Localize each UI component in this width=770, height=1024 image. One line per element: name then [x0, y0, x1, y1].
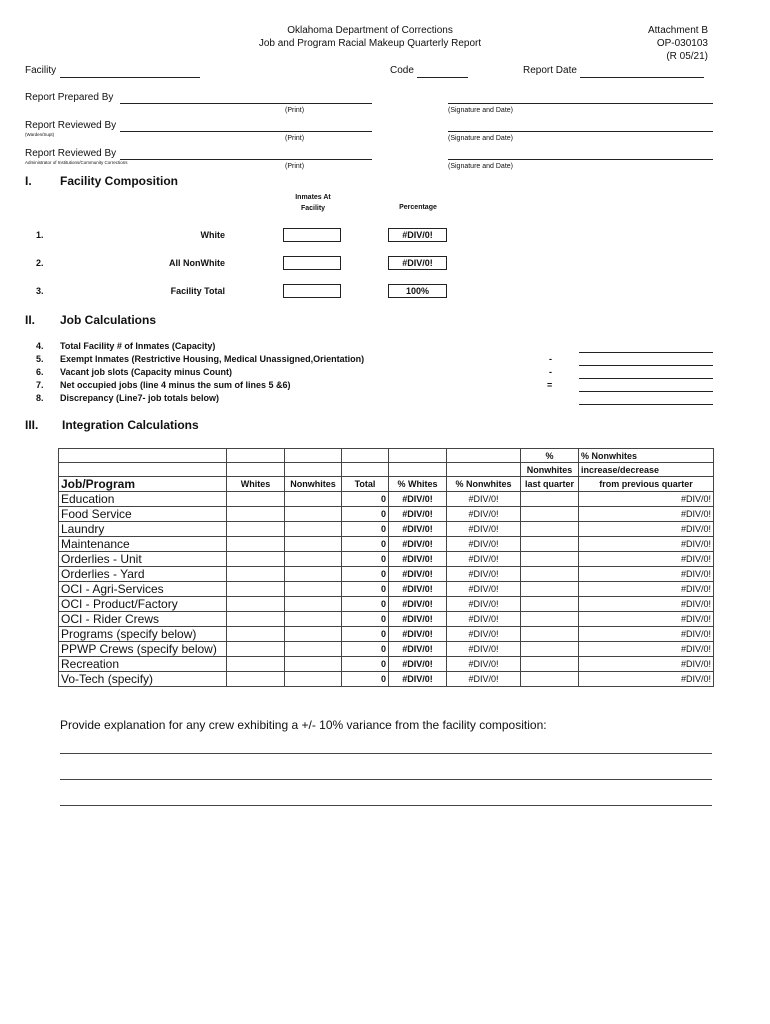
header-total: Total — [342, 477, 389, 492]
cell-empty — [227, 449, 285, 463]
explanation-prompt: Provide explanation for any crew exhibiting a +/- 10% variance from the facility composition: — [60, 718, 547, 732]
total-cell: 0 — [342, 582, 389, 597]
integration-table — [58, 448, 714, 687]
percentage-white: #DIV/0! — [388, 228, 447, 242]
change-cell: #DIV/0! — [579, 642, 714, 657]
whites-count-cell[interactable] — [227, 567, 285, 582]
whites-count-cell[interactable] — [227, 627, 285, 642]
header-last-quarter: last quarter — [521, 477, 579, 492]
nonwhites-count-cell[interactable] — [285, 672, 342, 687]
job-name-cell: Recreation — [59, 657, 227, 672]
col-inmates-header: Inmates At Facility — [295, 194, 331, 212]
job-name-cell: Orderlies - Yard — [59, 567, 227, 582]
whites-count-cell[interactable] — [227, 612, 285, 627]
reviewed-by-label-2: Report Reviewed By — [25, 148, 117, 159]
signature-hint: (Signature and Date) — [448, 135, 513, 142]
table-row — [59, 522, 714, 537]
pct-whites-cell: #DIV/0! — [389, 522, 447, 537]
header-pct-nonwhites-col: % Nonwhites — [447, 477, 521, 492]
inmates-total-field[interactable] — [283, 284, 341, 298]
pct-whites-cell: #DIV/0! — [389, 492, 447, 507]
report-title: Job and Program Racial Makeup Quarterly Report — [258, 38, 482, 49]
print-hint: (Print) — [285, 135, 305, 142]
pct-whites-cell: #DIV/0! — [389, 597, 447, 612]
nonwhites-count-cell[interactable] — [285, 597, 342, 612]
revision-date: (R 05/21) — [666, 51, 708, 62]
change-cell: #DIV/0! — [579, 492, 714, 507]
calc-line-field-5[interactable] — [579, 365, 713, 366]
pct-whites-cell: #DIV/0! — [389, 582, 447, 597]
job-name-cell: Laundry — [59, 522, 227, 537]
code-field[interactable] — [417, 77, 468, 78]
pct-whites-cell: #DIV/0! — [389, 612, 447, 627]
calc-line-operator: - — [549, 354, 552, 364]
percentage-nonwhite: #DIV/0! — [388, 256, 447, 270]
cell-empty — [389, 449, 447, 463]
table-row — [59, 642, 714, 657]
print-hint: (Print) — [285, 163, 305, 170]
pct-whites-cell: #DIV/0! — [389, 627, 447, 642]
comp-row-label: White — [200, 230, 225, 240]
pct-nonwhites-cell: #DIV/0! — [447, 657, 521, 672]
pct-nonwhites-cell: #DIV/0! — [447, 627, 521, 642]
change-cell: #DIV/0! — [579, 657, 714, 672]
calc-line-field-7[interactable] — [579, 391, 713, 392]
reviewed-by-print-field-2[interactable] — [120, 159, 372, 160]
code-label: Code — [390, 65, 414, 76]
last-quarter-cell[interactable] — [521, 627, 579, 642]
change-cell: #DIV/0! — [579, 537, 714, 552]
table-column-header-row — [59, 477, 714, 492]
nonwhites-count-cell[interactable] — [285, 627, 342, 642]
calc-line-operator: - — [549, 367, 552, 377]
calc-line-num: 6. — [36, 367, 44, 377]
total-cell: 0 — [342, 642, 389, 657]
job-name-cell: Food Service — [59, 507, 227, 522]
table-row — [59, 492, 714, 507]
pct-nonwhites-cell: #DIV/0! — [447, 537, 521, 552]
pct-nonwhites-cell: #DIV/0! — [447, 597, 521, 612]
table-row — [59, 507, 714, 522]
attachment-label: Attachment B — [647, 25, 708, 36]
total-cell: 0 — [342, 507, 389, 522]
change-cell: #DIV/0! — [579, 582, 714, 597]
total-cell: 0 — [342, 597, 389, 612]
nonwhites-count-cell[interactable] — [285, 537, 342, 552]
print-hint: (Print) — [285, 107, 305, 114]
total-cell: 0 — [342, 537, 389, 552]
facility-field[interactable] — [60, 77, 200, 78]
header-pct: % — [521, 449, 579, 463]
nonwhites-count-cell[interactable] — [285, 582, 342, 597]
job-name-cell: Orderlies - Unit — [59, 552, 227, 567]
header-nonwhites: Nonwhites — [521, 463, 579, 477]
section2-numeral: II. — [25, 313, 36, 327]
pct-nonwhites-cell: #DIV/0! — [447, 492, 521, 507]
whites-count-cell[interactable] — [227, 507, 285, 522]
prepared-by-signature-field[interactable] — [448, 103, 713, 104]
whites-count-cell[interactable] — [227, 492, 285, 507]
calc-line-num: 5. — [36, 354, 44, 364]
table-row — [59, 582, 714, 597]
nonwhites-count-cell[interactable] — [285, 507, 342, 522]
cell-empty — [447, 463, 521, 477]
calc-line-text: Exempt Inmates (Restrictive Housing, Medical Unassigned,Orientation) — [60, 354, 365, 364]
pct-whites-cell: #DIV/0! — [389, 672, 447, 687]
reviewed-by-label-1: Report Reviewed By — [25, 120, 117, 131]
pct-whites-cell: #DIV/0! — [389, 657, 447, 672]
change-cell: #DIV/0! — [579, 567, 714, 582]
table-top-header-row — [59, 449, 714, 463]
total-cell: 0 — [342, 657, 389, 672]
nonwhites-count-cell[interactable] — [285, 567, 342, 582]
pct-whites-cell: #DIV/0! — [389, 552, 447, 567]
explanation-line-1[interactable] — [60, 753, 712, 754]
cell-empty — [285, 449, 342, 463]
calc-line-num: 4. — [36, 341, 44, 351]
pct-whites-cell: #DIV/0! — [389, 507, 447, 522]
whites-count-cell[interactable] — [227, 657, 285, 672]
job-name-cell: OCI - Rider Crews — [59, 612, 227, 627]
job-rows — [59, 492, 714, 687]
whites-count-cell[interactable] — [227, 672, 285, 687]
comp-row-num: 2. — [36, 258, 44, 268]
cell-empty — [59, 449, 227, 463]
job-name-cell: OCI - Product/Factory — [59, 597, 227, 612]
job-name-cell: Maintenance — [59, 537, 227, 552]
pct-nonwhites-cell: #DIV/0! — [447, 672, 521, 687]
last-quarter-cell[interactable] — [521, 597, 579, 612]
change-cell: #DIV/0! — [579, 627, 714, 642]
change-cell: #DIV/0! — [579, 597, 714, 612]
comp-row-num: 1. — [36, 230, 44, 240]
signature-hint: (Signature and Date) — [448, 107, 513, 114]
last-quarter-cell[interactable] — [521, 642, 579, 657]
table-row — [59, 567, 714, 582]
table-row — [59, 672, 714, 687]
cell-empty — [227, 463, 285, 477]
prepared-by-print-field[interactable] — [120, 103, 372, 104]
nonwhites-count-cell[interactable] — [285, 642, 342, 657]
whites-count-cell[interactable] — [227, 552, 285, 567]
cell-empty — [59, 463, 227, 477]
pct-nonwhites-cell: #DIV/0! — [447, 507, 521, 522]
job-name-cell: OCI - Agri-Services — [59, 582, 227, 597]
section1-title: Facility Composition — [60, 174, 179, 188]
table-row — [59, 657, 714, 672]
nonwhites-count-cell[interactable] — [285, 552, 342, 567]
pct-nonwhites-cell: #DIV/0! — [447, 582, 521, 597]
whites-count-cell[interactable] — [227, 642, 285, 657]
section3-title: Integration Calculations — [62, 418, 199, 432]
change-cell: #DIV/0! — [579, 507, 714, 522]
total-cell: 0 — [342, 612, 389, 627]
calc-line-text: Discrepancy (Line7- job totals below) — [60, 393, 220, 403]
table-row — [59, 612, 714, 627]
reviewed-by-signature-field-1[interactable] — [448, 131, 713, 132]
cell-empty — [342, 463, 389, 477]
explanation-line-2[interactable] — [60, 779, 712, 780]
total-cell: 0 — [342, 522, 389, 537]
change-cell: #DIV/0! — [579, 552, 714, 567]
header-whites: Whites — [227, 477, 285, 492]
table-row — [59, 597, 714, 612]
calc-line-text: Net occupied jobs (line 4 minus the sum of lines 5 &6) — [60, 380, 291, 390]
whites-count-cell[interactable] — [227, 582, 285, 597]
nonwhites-count-cell[interactable] — [285, 522, 342, 537]
reviewed-by-sub-2: Administrator of Institutions/Community Corrections — [25, 160, 128, 165]
pct-nonwhites-cell: #DIV/0! — [447, 522, 521, 537]
calc-line-field-4[interactable] — [579, 352, 713, 353]
facility-label: Facility — [25, 65, 57, 76]
header-pct-whites: % Whites — [389, 477, 447, 492]
job-name-cell: Vo-Tech (specify) — [59, 672, 227, 687]
inmates-nonwhite-field[interactable] — [283, 256, 341, 270]
col-percentage-header: Percentage — [399, 204, 437, 211]
section2-title: Job Calculations — [60, 313, 157, 327]
whites-count-cell[interactable] — [227, 537, 285, 552]
table-row — [59, 627, 714, 642]
last-quarter-cell[interactable] — [521, 672, 579, 687]
reviewed-by-print-field-1[interactable] — [120, 131, 372, 132]
total-cell: 0 — [342, 672, 389, 687]
whites-count-cell[interactable] — [227, 597, 285, 612]
comp-row-label: All NonWhite — [169, 258, 225, 268]
prepared-by-label: Report Prepared By — [25, 92, 114, 103]
total-cell: 0 — [342, 627, 389, 642]
pct-nonwhites-cell: #DIV/0! — [447, 567, 521, 582]
header-increase-decrease: increase/decrease — [579, 463, 714, 477]
report-date-field[interactable] — [580, 77, 704, 78]
cell-empty — [447, 449, 521, 463]
agency-name: Oklahoma Department of Corrections — [287, 25, 453, 36]
last-quarter-cell[interactable] — [521, 492, 579, 507]
pct-whites-cell: #DIV/0! — [389, 567, 447, 582]
calc-line-field-6[interactable] — [579, 378, 713, 379]
pct-whites-cell: #DIV/0! — [389, 642, 447, 657]
last-quarter-cell[interactable] — [521, 582, 579, 597]
calc-line-field-8[interactable] — [579, 404, 713, 405]
header-from-previous-quarter: from previous quarter — [579, 477, 714, 492]
calc-line-num: 7. — [36, 380, 44, 390]
job-name-cell: Education — [59, 492, 227, 507]
job-name-cell: Programs (specify below) — [59, 627, 227, 642]
reviewed-by-sub-1: (Warden/Supt) — [25, 132, 55, 137]
section3-numeral: III. — [25, 418, 39, 432]
comp-row-label: Facility Total — [170, 286, 225, 296]
percentage-total: 100% — [388, 284, 447, 298]
job-name-cell: PPWP Crews (specify below) — [59, 642, 227, 657]
explanation-line-3[interactable] — [60, 805, 712, 806]
calc-line-operator: = — [547, 380, 553, 390]
nonwhites-count-cell[interactable] — [285, 612, 342, 627]
last-quarter-cell[interactable] — [521, 552, 579, 567]
last-quarter-cell[interactable] — [521, 657, 579, 672]
op-number: OP-030103 — [656, 38, 708, 49]
total-cell: 0 — [342, 552, 389, 567]
header-pct-nonwhites: % Nonwhites — [579, 449, 714, 463]
report-date-label: Report Date — [523, 65, 577, 76]
change-cell: #DIV/0! — [579, 522, 714, 537]
cell-empty — [389, 463, 447, 477]
calc-line-num: 8. — [36, 393, 44, 403]
total-cell: 0 — [342, 567, 389, 582]
change-cell: #DIV/0! — [579, 612, 714, 627]
inmates-white-field[interactable] — [283, 228, 341, 242]
pct-nonwhites-cell: #DIV/0! — [447, 552, 521, 567]
table-row — [59, 537, 714, 552]
last-quarter-cell[interactable] — [521, 537, 579, 552]
calc-line-text: Vacant job slots (Capacity minus Count) — [60, 367, 233, 377]
table-row — [59, 552, 714, 567]
pct-nonwhites-cell: #DIV/0! — [447, 642, 521, 657]
last-quarter-cell[interactable] — [521, 507, 579, 522]
section1-numeral: I. — [25, 174, 32, 188]
header-nonwhites-count: Nonwhites — [285, 477, 342, 492]
last-quarter-cell[interactable] — [521, 567, 579, 582]
nonwhites-count-cell[interactable] — [285, 657, 342, 672]
header-job-program: Job/Program — [59, 477, 227, 492]
last-quarter-cell[interactable] — [521, 612, 579, 627]
whites-count-cell[interactable] — [227, 522, 285, 537]
nonwhites-count-cell[interactable] — [285, 492, 342, 507]
pct-whites-cell: #DIV/0! — [389, 537, 447, 552]
cell-empty — [342, 449, 389, 463]
calc-line-text: Total Facility # of Inmates (Capacity) — [60, 341, 216, 351]
cell-empty — [285, 463, 342, 477]
table-mid-header-row — [59, 463, 714, 477]
change-cell: #DIV/0! — [579, 672, 714, 687]
pct-nonwhites-cell: #DIV/0! — [447, 612, 521, 627]
reviewed-by-signature-field-2[interactable] — [448, 159, 713, 160]
signature-hint: (Signature and Date) — [448, 163, 513, 170]
total-cell: 0 — [342, 492, 389, 507]
last-quarter-cell[interactable] — [521, 522, 579, 537]
comp-row-num: 3. — [36, 286, 44, 296]
